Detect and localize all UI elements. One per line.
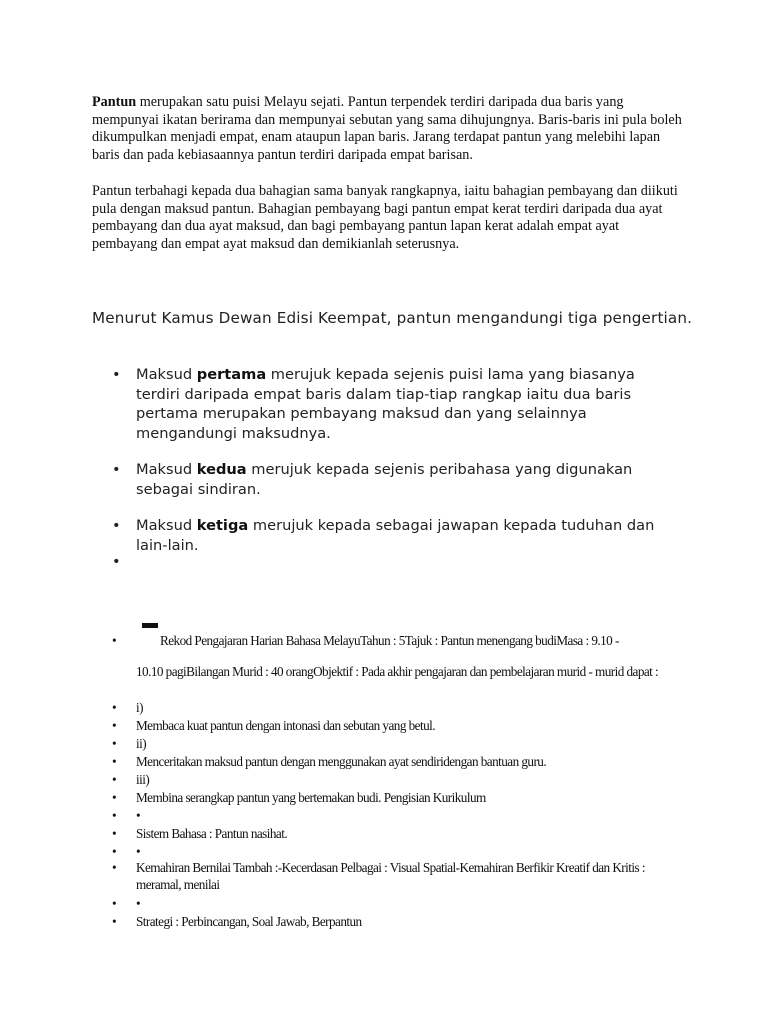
rph-item-text: • — [136, 844, 141, 859]
rph-item — [112, 771, 672, 788]
rph-item — [112, 895, 672, 912]
definition-prefix: Maksud — [136, 517, 197, 534]
rph-header-continuation — [112, 663, 672, 680]
rph-item — [112, 825, 672, 842]
kamus-dewan-heading: Menurut Kamus Dewan Edisi Keempat, pantun mengandungi tiga pengertian. — [92, 309, 693, 327]
rph-item-text: i) — [136, 700, 143, 715]
pantun-bold-term: Pantun — [92, 94, 137, 110]
definition-text: merujuk kepada sejenis peribahasa yang digunakan sebagai sindiran. — [136, 461, 633, 498]
rph-item — [112, 859, 672, 893]
bullet-marker: • — [112, 633, 117, 648]
bullet-marker: • — [112, 553, 121, 570]
intro-paragraph-1 — [92, 94, 682, 164]
definition-keyword: pertama — [196, 366, 267, 383]
rph-item-text: Kemahiran Bernilai Tambah :-Kecerdasan Pelbagai : Visual Spatial-Kemahiran Berfikir Kreatif dan Kritis : meramal, menilai — [136, 860, 645, 892]
empty-bullet-item — [112, 552, 682, 572]
rph-item-text: ii) — [136, 736, 147, 751]
definition-list-empty — [112, 552, 682, 572]
dash-mark — [142, 623, 158, 628]
rph-item — [112, 717, 672, 734]
definition-text: merujuk kepada sebagai jawapan kepada tuduhan dan lain-lain. — [136, 517, 655, 554]
bullet-marker: • — [112, 896, 117, 911]
bullet-marker: • — [112, 860, 117, 875]
rph-item — [112, 699, 672, 716]
bullet-marker: • — [112, 826, 117, 841]
rph-item — [112, 753, 672, 770]
rph-header-item — [112, 632, 672, 649]
rph-item-text: Membaca kuat pantun dengan intonasi dan sebutan yang betul. — [136, 718, 435, 733]
rph-item — [112, 789, 672, 806]
bullet-marker: • — [112, 736, 117, 751]
intro-paragraph-2: Pantun terbahagi kepada dua bahagian sama banyak rangkapnya, iaitu bahagian pembayang dan diikuti pula dengan maksud pantun. Bahagian pembayang bagi pantun empat kerat terdiri daripada dua ayat pembayang dan dua ayat maksud, dan bagi pembayang pantun lapan kerat adalah empat ayat pembayang dan empat ayat maksud dan demikianlah seterusnya. — [92, 183, 678, 252]
rph-item-text: • — [136, 896, 141, 911]
bullet-marker: • — [112, 790, 117, 805]
definition-list-2 — [112, 460, 682, 499]
rph-item — [112, 913, 672, 930]
bullet-marker: • — [112, 718, 117, 733]
rph-item — [112, 735, 672, 752]
bullet-marker: • — [112, 754, 117, 769]
definition-item-pertama — [112, 365, 682, 443]
definition-text: merujuk kepada sejenis puisi lama yang biasanya terdiri daripada empat baris dalam tiap-tiap rangkap iaitu dua baris pertama merupakan pembayang maksud dan yang selainnya mengandungi maksudnya. — [136, 366, 635, 442]
definition-keyword: ketiga — [196, 517, 249, 534]
rph-item-text: iii) — [136, 772, 150, 787]
rph-item — [112, 843, 672, 860]
rph-item — [112, 807, 672, 824]
bullet-marker: • — [112, 772, 117, 787]
bullet-marker: • — [112, 366, 121, 383]
definition-prefix: Maksud — [136, 461, 197, 478]
bullet-marker: • — [112, 914, 117, 929]
definition-list-1 — [112, 365, 682, 443]
definition-list-3 — [112, 516, 682, 555]
bullet-marker: • — [112, 808, 117, 823]
bullet-marker: • — [112, 700, 117, 715]
rph-item-text: Strategi : Perbincangan, Soal Jawab, Berpantun — [136, 914, 362, 929]
bullet-marker: • — [112, 461, 121, 478]
intro-paragraph-1-text: merupakan satu puisi Melayu sejati. Pantun terpendek terdiri daripada dua baris yang mempunyai ikatan berirama dan mempunyai sebutan yang sama dihujungnya. Baris-baris ini pula boleh dikumpulkan menjadi empat, enam ataupun lapan baris. Jarang terdapat pantun yang melebihi lapan baris dan pada kebiasaannya pantun terdiri daripada empat barisan. — [92, 94, 682, 163]
rph-item-text: Membina serangkap pantun yang bertemakan budi. Pengisian Kurikulum — [136, 790, 486, 805]
rph-header-line-2: 10.10 pagiBilangan Murid : 40 orangObjektif : Pada akhir pengajaran dan pembelajaran murid - murid dapat : — [136, 664, 659, 679]
rph-item-text: Menceritakan maksud pantun dengan menggunakan ayat sendiridengan bantuan guru. — [136, 754, 547, 769]
definition-prefix: Maksud — [136, 366, 197, 383]
definition-item-kedua — [112, 460, 682, 499]
rph-item-text: • — [136, 808, 141, 823]
bullet-marker: • — [112, 517, 121, 534]
rph-item-text: Sistem Bahasa : Pantun nasihat. — [136, 826, 288, 841]
bullet-marker: • — [112, 844, 117, 859]
rph-header-line-1: Rekod Pengajaran Harian Bahasa MelayuTahun : 5Tajuk : Pantun menengang budiMasa : 9.10 - — [160, 633, 619, 648]
definition-item-ketiga — [112, 516, 682, 555]
definition-keyword: kedua — [196, 461, 247, 478]
